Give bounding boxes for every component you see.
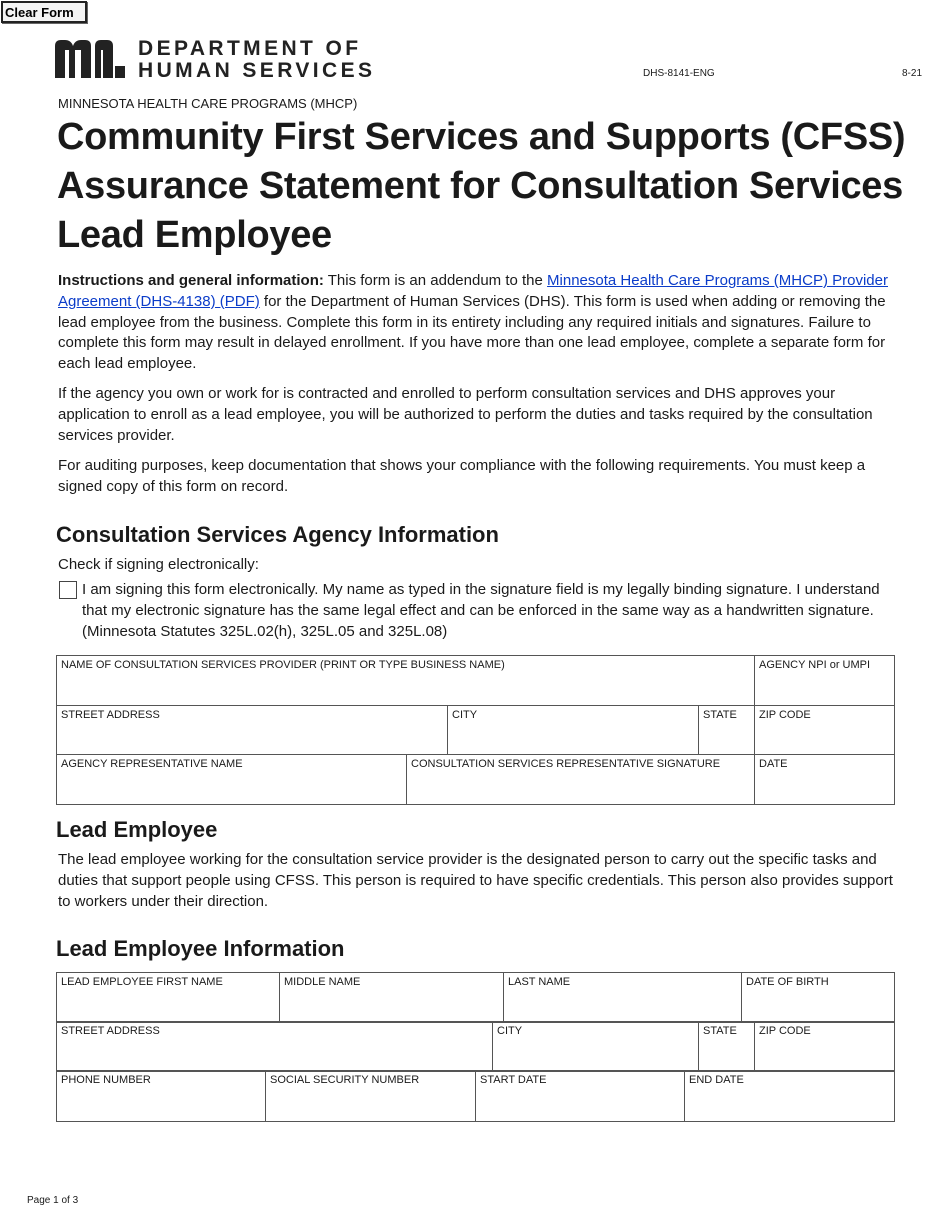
lead-employee-table-row3 [56, 1070, 895, 1122]
authorization-paragraph: If the agency you own or work for is contracted and enrolled to perform consultation services and DHS approves your application to enroll as a lead employee, you will be authorized to perform the duties and tasks required by the consultation services provider. [58, 385, 873, 444]
provider-agreement-link[interactable]: Minnesota Health Care Programs (MHCP) Provider Agreement (DHS-4138) (PDF) [58, 272, 888, 310]
dhs-logo-icon [55, 40, 125, 78]
lead-start-date-field[interactable]: START DATE [476, 1071, 685, 1122]
instructions-text-2: for the Department of Human Services (DHS). This form is used when adding or removing the lead employee from the business. Complete this form in its entirety including any required initials and signatures. Failure to complete this form may result in delayed enrollment. If you have more than one lead employee, complete a separate form for each lead employee. [58, 292, 886, 373]
instructions-text-1: This form is an addendum to the [323, 272, 548, 289]
agency-rep-name-field[interactable]: AGENCY REPRESENTATIVE NAME [57, 755, 407, 805]
lead-employee-heading: Lead Employee [56, 817, 218, 842]
lead-ssn-field[interactable]: SOCIAL SECURITY NUMBER [266, 1071, 476, 1122]
form-revision: 8-21 [902, 68, 923, 79]
lead-employee-table-row1 [56, 972, 895, 1023]
electronic-signature-statement: I am signing this form electronically. My name as typed in the signature field is my legally binding signature. I understand that my electronic signature has the same legal effect and can be enforced in the same way as a handwritten signature. (Minnesota Statutes 325L.02(h), 325L.05 and 325L.08) [82, 581, 880, 640]
agency-zip-field[interactable]: ZIP CODE [755, 706, 895, 755]
provider-name-field[interactable]: NAME OF CONSULTATION SERVICES PROVIDER (PRINT OR TYPE BUSINESS NAME) [57, 656, 755, 706]
agency-section-heading: Consultation Services Agency Information [56, 522, 499, 547]
department-line-1: DEPARTMENT OF [138, 37, 362, 60]
electronic-sign-label: Check if signing electronically: [58, 556, 259, 573]
form-number: DHS-8141-ENG [643, 68, 715, 79]
instructions-label: Instructions and general information: [58, 272, 324, 289]
department-line-2: HUMAN SERVICES [138, 59, 376, 82]
auditing-paragraph: For auditing purposes, keep documentation that shows your compliance with the following requirements. You must keep a signed copy of this form on record. [58, 457, 866, 495]
lead-dob-field[interactable]: DATE OF BIRTH [742, 973, 895, 1023]
lead-first-name-field[interactable]: LEAD EMPLOYEE FIRST NAME [57, 973, 280, 1023]
lead-middle-name-field[interactable]: MIDDLE NAME [280, 973, 504, 1023]
lead-city-field[interactable]: CITY [493, 1022, 699, 1072]
instructions-paragraph [58, 271, 898, 375]
agency-city-field[interactable]: CITY [448, 706, 699, 755]
lead-info-heading: Lead Employee Information [56, 936, 345, 961]
lead-last-name-field[interactable]: LAST NAME [504, 973, 742, 1023]
agency-date-field[interactable]: DATE [755, 755, 895, 805]
lead-end-date-field[interactable]: END DATE [685, 1071, 895, 1122]
department-name [138, 38, 375, 82]
lead-phone-field[interactable]: PHONE NUMBER [57, 1071, 266, 1122]
lead-employee-description: The lead employee working for the consultation service provider is the designated person to carry out the specific tasks and duties that support people using CFSS. This person is required to have specific credentials. This person also provides support to workers under their direction. [58, 851, 893, 910]
page-title: Community First Services and Supports (CFSS) Assurance Statement for Consultation Services Lead Employee [57, 116, 906, 256]
agency-state-field[interactable]: STATE [699, 706, 755, 755]
agency-info-table [56, 655, 895, 805]
lead-zip-field[interactable]: ZIP CODE [755, 1022, 895, 1072]
clear-form-button[interactable]: Clear Form [1, 1, 87, 23]
lead-employee-table-row2 [56, 1021, 895, 1072]
rep-signature-field[interactable]: CONSULTATION SERVICES REPRESENTATIVE SIGNATURE [407, 755, 755, 805]
electronic-signature-checkbox[interactable] [59, 581, 77, 599]
lead-street-field[interactable]: STREET ADDRESS [57, 1022, 493, 1072]
program-name: MINNESOTA HEALTH CARE PROGRAMS (MHCP) [58, 96, 358, 111]
agency-npi-field[interactable]: AGENCY NPI or UMPI [755, 656, 895, 706]
agency-street-field[interactable]: STREET ADDRESS [57, 706, 448, 755]
lead-state-field[interactable]: STATE [699, 1022, 755, 1072]
page-number: Page 1 of 3 [27, 1195, 79, 1206]
